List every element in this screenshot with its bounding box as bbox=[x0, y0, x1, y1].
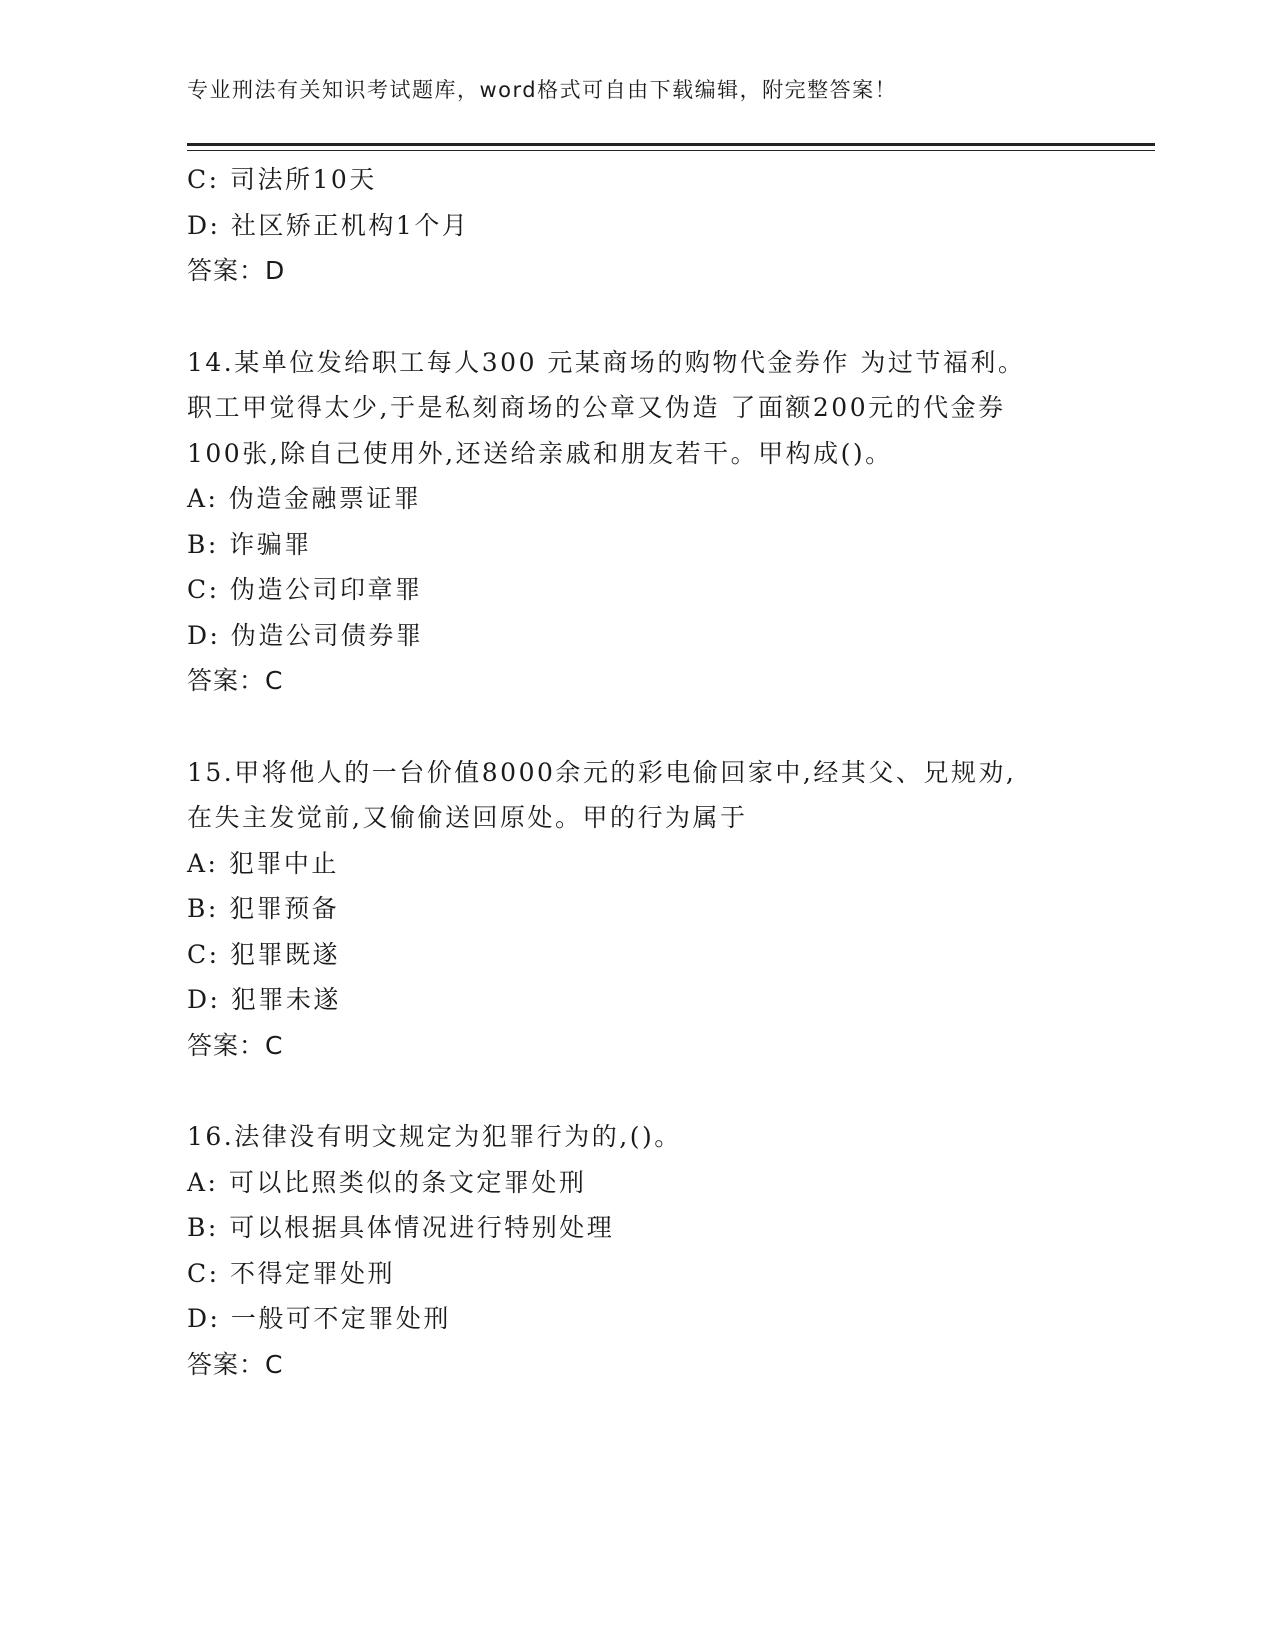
option-b: B: 可以根据具体情况进行特别处理 bbox=[187, 1213, 615, 1242]
option-a: A: 可以比照类似的条文定罪处刑 bbox=[187, 1167, 587, 1197]
question-content bbox=[187, 157, 1087, 1387]
option-a: A: 犯罪中止 bbox=[187, 848, 339, 878]
question-text: 100张,除自己使用外,还送给亲戚和朋友若干。甲构成()。 bbox=[187, 438, 893, 468]
option-d: D: 伪造公司债券罪 bbox=[187, 620, 424, 650]
header-rule-thin bbox=[187, 150, 1155, 151]
option-d: D: 犯罪未遂 bbox=[187, 985, 341, 1014]
option-c: C: 犯罪既遂 bbox=[187, 939, 340, 969]
question-14 bbox=[187, 340, 1087, 704]
option-d: D: 社区矫正机构1个月 bbox=[187, 210, 470, 240]
header-rule-thick bbox=[187, 143, 1155, 146]
question-text: 15.甲将他人的一台价值8000余元的彩电偷回家中,经其父、兄规劝, bbox=[187, 757, 1017, 787]
option-c: C: 不得定罪处刑 bbox=[187, 1258, 395, 1288]
option-b: B: 犯罪预备 bbox=[187, 894, 340, 923]
option-a: A: 伪造金融票证罪 bbox=[187, 484, 422, 513]
answer-line: 答案：C bbox=[187, 1349, 284, 1379]
answer-line: 答案：C bbox=[187, 1030, 284, 1060]
answer-line: 答案：C bbox=[187, 666, 284, 695]
question-text: 16.法律没有明文规定为犯罪行为的,()。 bbox=[187, 1122, 682, 1151]
question-16 bbox=[187, 1114, 1087, 1387]
question-text: 职工甲觉得太少,于是私刻商场的公章又伪造 了面额200元的代金券 bbox=[187, 393, 1006, 422]
document-header: 专业刑法有关知识考试题库，word格式可自由下载编辑，附完整答案！ bbox=[187, 78, 898, 102]
option-c: C: 伪造公司印章罪 bbox=[187, 575, 423, 604]
question-15 bbox=[187, 750, 1087, 1069]
question-text: 14.某单位发给职工每人300 元某商场的购物代金券作 为过节福利。 bbox=[187, 347, 1026, 377]
question-text: 在失主发觉前,又偷偷送回原处。甲的行为属于 bbox=[187, 803, 748, 832]
option-c: C: 司法所10天 bbox=[187, 165, 377, 194]
previous-question-tail bbox=[187, 157, 1087, 294]
answer-line: 答案：D bbox=[187, 256, 286, 285]
option-d: D: 一般可不定罪处刑 bbox=[187, 1304, 451, 1333]
option-b: B: 诈骗罪 bbox=[187, 529, 312, 559]
